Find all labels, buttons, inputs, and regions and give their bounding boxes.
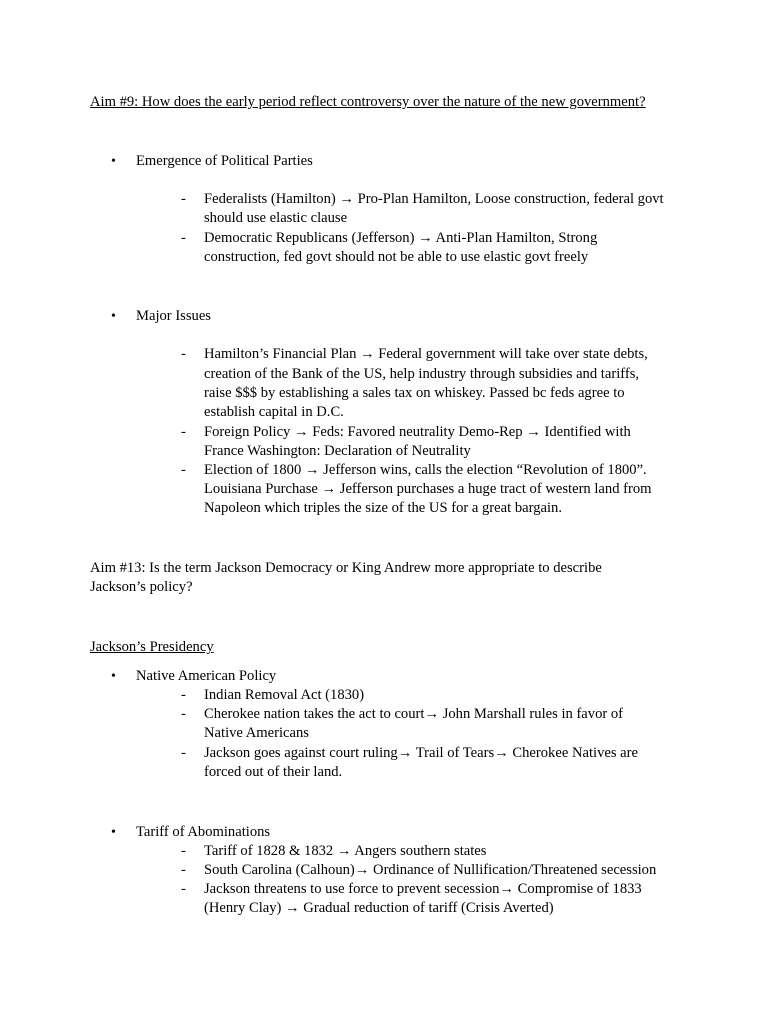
dash-marker: - <box>181 745 186 761</box>
dash-marker: - <box>181 230 186 246</box>
item-foreign-policy-line1: Foreign Policy → Feds: Favored neutrality Demo-Rep → Identified with <box>204 424 631 440</box>
item-indian-removal-act: Indian Removal Act (1830) <box>204 687 365 703</box>
section-heading-native-american-policy: Native American Policy <box>136 668 277 684</box>
dash-marker: - <box>181 346 186 362</box>
item-federalists-line2: should use elastic clause <box>204 210 348 226</box>
item-financial-plan-line3: raise $$$ by establishing a sales tax on whiskey. Passed bc feds agree to <box>204 385 625 401</box>
section-heading-tariff-of-abominations: Tariff of Abominations <box>136 824 271 840</box>
bullet-marker: • <box>111 825 116 840</box>
item-financial-plan-line1: Hamilton’s Financial Plan → Federal government will take over state debts, <box>204 346 648 362</box>
item-financial-plan-line4: establish capital in D.C. <box>204 404 344 420</box>
item-dem-rep-line2: construction, fed govt should not be able to use elastic govt freely <box>204 249 589 265</box>
item-trail-of-tears-line1: Jackson goes against court ruling→ Trail of Tears→ Cherokee Natives are <box>204 745 638 761</box>
item-south-carolina: South Carolina (Calhoun)→ Ordinance of Nullification/Threatened secession <box>204 862 657 878</box>
item-cherokee-court-line2: Native Americans <box>204 725 309 741</box>
bullet-marker: • <box>111 669 116 684</box>
item-financial-plan-line2: creation of the Bank of the US, help industry through subsidies and tariffs, <box>204 366 640 382</box>
section-heading-political-parties: Emergence of Political Parties <box>136 153 313 169</box>
dash-marker: - <box>181 881 186 897</box>
bullet-marker: • <box>111 309 116 324</box>
item-foreign-policy-line2: France Washington: Declaration of Neutrality <box>204 443 471 459</box>
aim13-title-line2: Jackson’s policy? <box>90 579 193 595</box>
item-dem-rep-line1: Democratic Republicans (Jefferson) → Anti-Plan Hamilton, Strong <box>204 230 598 246</box>
item-compromise-1833-line2: (Henry Clay) → Gradual reduction of tariff (Crisis Averted) <box>204 900 554 916</box>
aim9-title: Aim #9: How does the early period reflect controversy over the nature of the new government? <box>90 94 646 110</box>
section-heading-major-issues: Major Issues <box>136 308 211 324</box>
item-federalists-line1: Federalists (Hamilton) → Pro-Plan Hamilton, Loose construction, federal govt <box>204 191 664 207</box>
jackson-presidency-subheading: Jackson’s Presidency <box>90 639 214 655</box>
item-election-1800-line1: Election of 1800 → Jefferson wins, calls the election “Revolution of 1800”. <box>204 462 647 478</box>
dash-marker: - <box>181 191 186 207</box>
dash-marker: - <box>181 462 186 478</box>
dash-marker: - <box>181 706 186 722</box>
dash-marker: - <box>181 424 186 440</box>
dash-marker: - <box>181 843 186 859</box>
item-tariff-1828: Tariff of 1828 & 1832 → Angers southern states <box>204 843 487 859</box>
dash-marker: - <box>181 862 186 878</box>
dash-marker: - <box>181 687 186 703</box>
item-cherokee-court-line1: Cherokee nation takes the act to court→ John Marshall rules in favor of <box>204 706 624 722</box>
aim13-title-line1: Aim #13: Is the term Jackson Democracy or King Andrew more appropriate to describe <box>90 560 602 576</box>
bullet-marker: • <box>111 154 116 169</box>
item-election-1800-line2: Louisiana Purchase → Jefferson purchases a huge tract of western land from <box>204 481 652 497</box>
item-trail-of-tears-line2: forced out of their land. <box>204 764 343 780</box>
item-election-1800-line3: Napoleon which triples the size of the US for a great bargain. <box>204 500 562 516</box>
item-compromise-1833-line1: Jackson threatens to use force to prevent secession→ Compromise of 1833 <box>204 881 642 897</box>
